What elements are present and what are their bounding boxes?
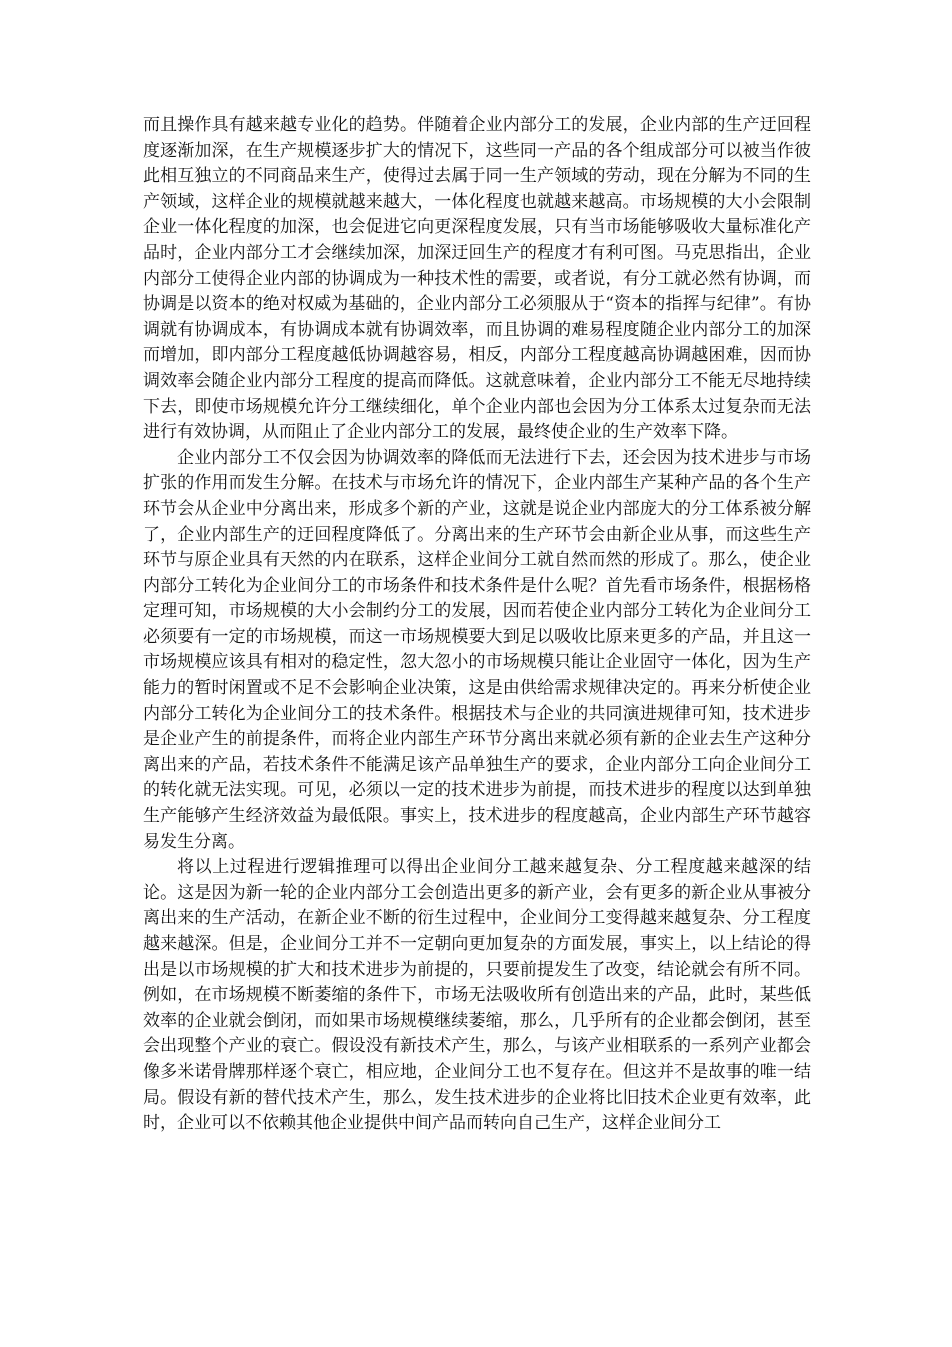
paragraph-3: 将以上过程进行逻辑推理可以得出企业间分工越来越复杂、分工程度越来越深的结论。这是因为新一轮的企业内部分工会创造出更多的新产业，会有更多的新企业从事被分离出来的生产活动，在新企业不断的衍生过程中，企业间分工变得越来越复杂、分工程度越来越深。但是，企业间分工并不一定朝向更加复杂的方面发展，事实上，以上结论的得出是以市场规模的扩大和技术进步为前提的，只要前提发生了改变，结论就会有所不同。例如，在市场规模不断萎缩的条件下，市场无法吸收所有创造出来的产品，此时，某些低效率的企业就会倒闭，而如果市场规模继续萎缩，那么，几乎所有的企业都会倒闭，甚至会出现整个产业的衰亡。假设没有新技术产生，那么，与该产业相联系的一系列产业都会像多米诺骨牌那样逐个衰亡，相应地，企业间分工也不复存在。但这并不是故事的唯一结局。假设有新的替代技术产生，那么，发生技术进步的企业将比旧技术企业更有效率，此时，企业可以不依赖其他企业提供中间产品而转向自己生产，这样企业间分工: [143, 857, 811, 1134]
body-text: [143, 113, 811, 1137]
paragraph-2: 企业内部分工不仅会因为协调效率的降低而无法进行下去，还会因为技术进步与市场扩张的作用而发生分解。在技术与市场允许的情况下，企业内部生产某种产品的各个生产环节会从企业中分离出来，形成多个新的产业，这就是说企业内部庞大的分工体系被分解了，企业内部生产的迂回程度降低了。分离出来的生产环节会由新企业从事，而这些生产环节与原企业具有天然的内在联系，这样企业间分工就自然而然的形成了。那么，使企业内部分工转化为企业间分工的市场条件和技术条件是什么呢？首先看市场条件，根据杨格定理可知，市场规模的大小会制约分工的发展，因而若使企业内部分工转化为企业间分工必须要有一定的市场规模，而这一市场规模要大到足以吸收比原来更多的产品，并且这一市场规模应该具有相对的稳定性，忽大忽小的市场规模只能让企业固守一体化，因为生产能力的暂时闲置或不足不会影响企业决策，这是由供给需求规律决定的。再来分析使企业内部分工转化为企业间分工的技术条件。根据技术与企业的共同演进规律可知，技术进步是企业产生的前提条件，而将企业内部生产环节分离出来就必须有新的企业去生产这种分离出来的产品，若技术条件不能满足该产品单独生产的要求，企业内部分工向企业间分工的转化就无法实现。可见，必须以一定的技术进步为前提，而技术进步的程度以达到单独生产能够产生经济效益为最低限。事实上，技术进步的程度越高，企业内部生产环节越容易发生分离。: [143, 447, 811, 852]
paragraph-1: 而且操作具有越来越专业化的趋势。伴随着企业内部分工的发展，企业内部的生产迂回程度逐渐加深，在生产规模逐步扩大的情况下，这些同一产品的各个组成部分可以被当作彼此相互独立的不同商品来生产，使得过去属于同一生产领域的劳动，现在分解为不同的生产领域，这样企业的规模就越来越大，一体化程度也就越来越高。市场规模的大小会限制企业一体化程度的加深，也会促进它向更深程度发展，只有当市场能够吸收大量标准化产品时，企业内部分工才会继续加深，加深迂回生产的程度才有利可图。马克思指出，企业内部分工使得企业内部的协调成为一种技术性的需要，或者说，有分工就必然有协调，而协调是以资本的绝对权威为基础的，企业内部分工必须服从于“资本的指挥与纪律”。有协调就有协调成本，有协调成本就有协调效率，而且协调的难易程度随企业内部分工的加深而增加，即内部分工程度越低协调越容易，相反，内部分工程度越高协调越困难，因而协调效率会随企业内部分工程度的提高而降低。这就意味着，企业内部分工不能无尽地持续下去，即使市场规模允许分工继续细化，单个企业内部也会因为分工体系太过复杂而无法进行有效协调，从而阻止了企业内部分工的发展，最终使企业的生产效率下降。: [143, 115, 811, 443]
